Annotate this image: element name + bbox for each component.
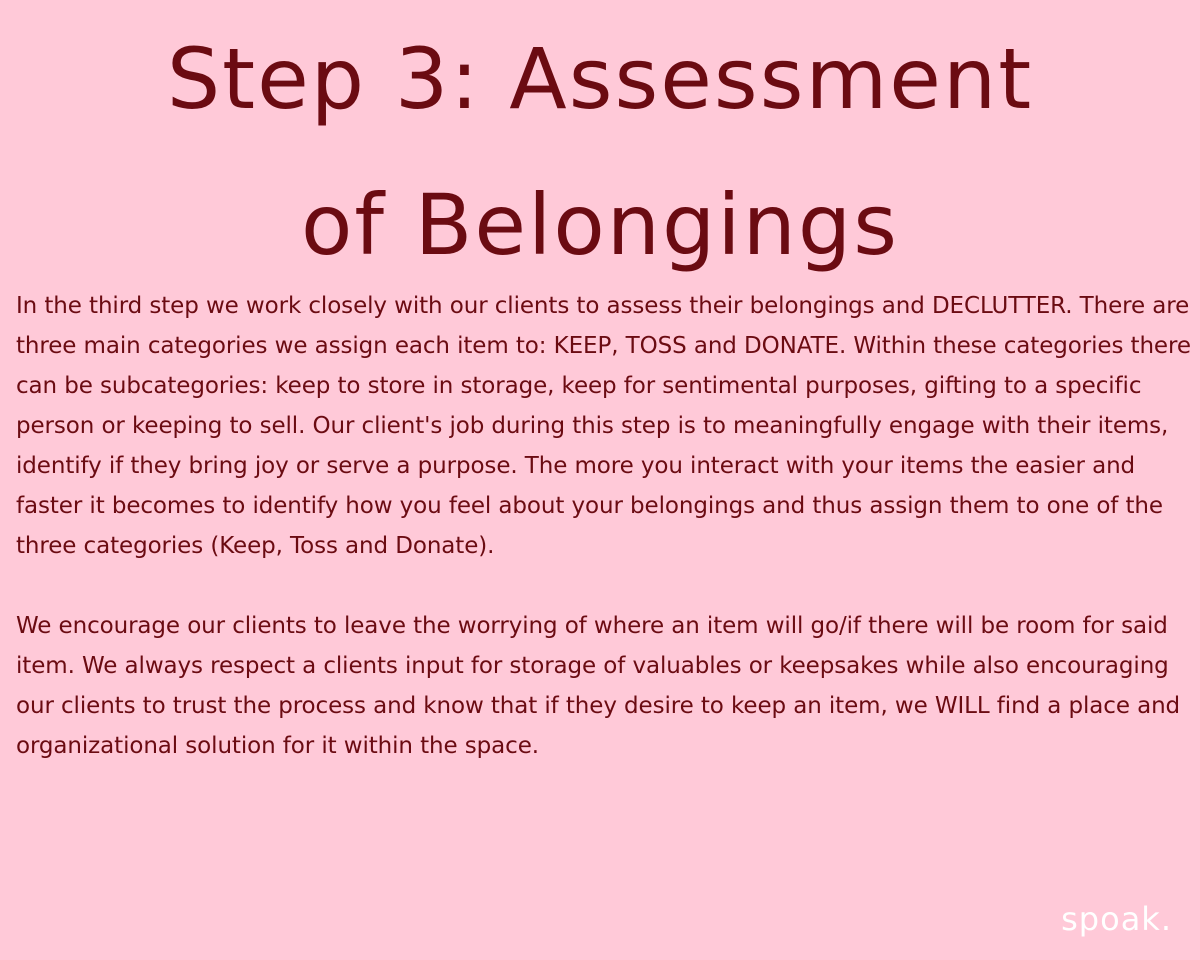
page-title-line-1: Step 3: Assessment — [166, 30, 1034, 128]
page-title — [0, 6, 1200, 298]
page-title-line-2: of Belongings — [301, 176, 899, 274]
paragraph-2: We encourage our clients to leave the worrying of where an item will go/if there will be room for said item. We always respect a clients input for storage of valuables or keepsakes while also encouraging our clients to trust the process and know that if they desire to keep an item, we WILL find a place and organizational solution for it within the space. — [16, 613, 1181, 759]
spoak-logo: spoak. — [1061, 900, 1172, 938]
paragraph-1: In the third step we work closely with our clients to assess their belongings and DECLUTTER. There are three main categories we assign each item to: KEEP, TOSS and DONATE. Within these categories there can be subcategories: keep to store in storage, keep for sentimental purposes, gifting to a specific person or keeping to sell. Our client's job during this step is to meaningfully engage with their items, identify if they bring joy or serve a purpose. The more you interact with your items the easier and faster it becomes to identify how you feel about your belongings and thus assign them to one of the three categories (Keep, Toss and Donate). — [16, 293, 1191, 559]
body-text — [16, 286, 1196, 806]
